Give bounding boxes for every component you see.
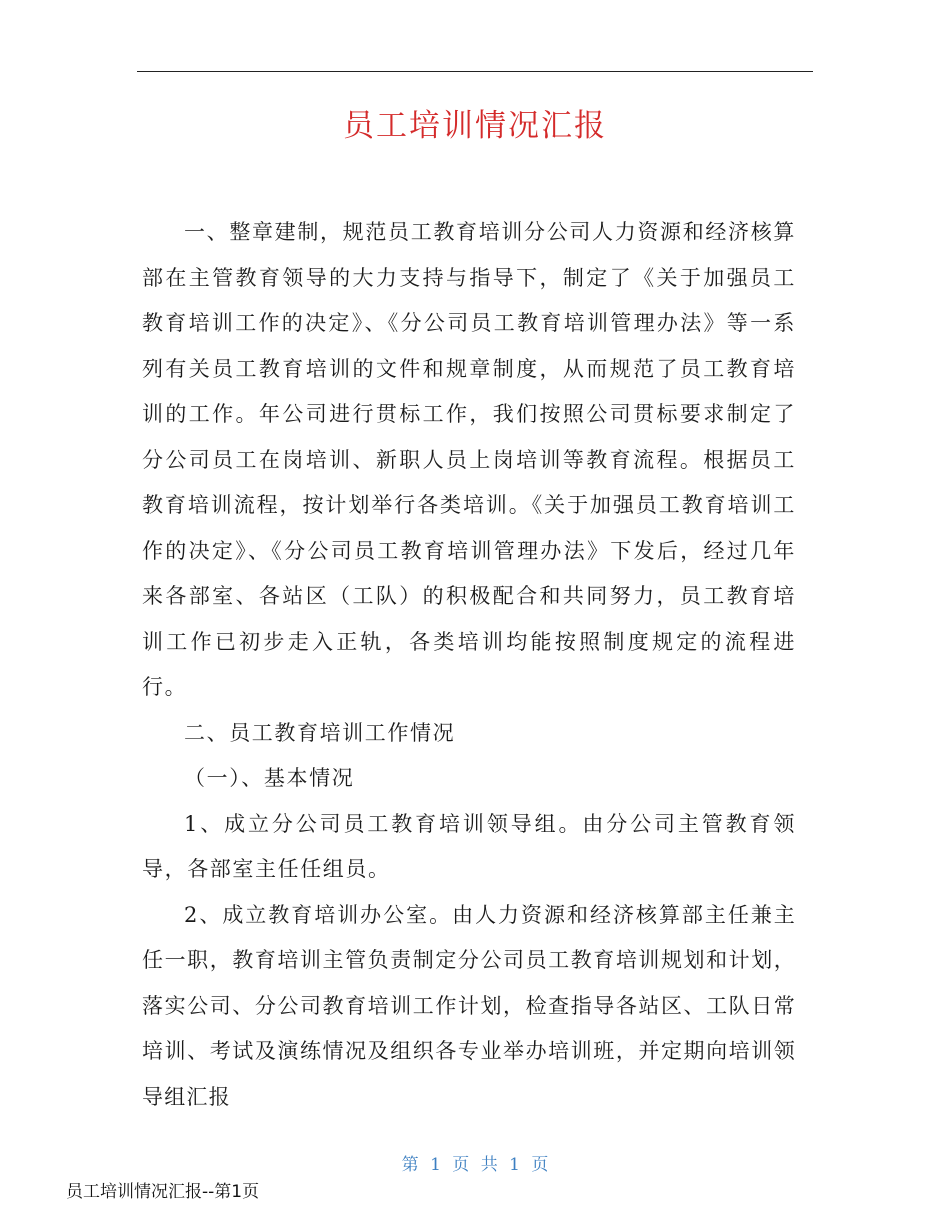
paragraph-4: 1、成立分公司员工教育培训领导组。由分公司主管教育领导，各部室主任任组员。 — [142, 811, 796, 881]
paragraph-1: 一、整章建制，规范员工教育培训分公司人力资源和经济核算部在主管教育领导的大力支持与指导下，制定了《关于加强员工教育培训工作的决定》、《分公司员工教育培训管理办法》等一系列有关员工教育培训的文件和规章制度，从而规范了员工教育培训的工作。年公司进行贯标工作，我们按照公司贯标要求制定了分公司员工在岗培训、新职人员上岗培训等教育流程。根据员工教育培训流程，按计划举行各类培训。《关于加强员工教育培训工作的决定》、《分公司员工教育培训管理办法》下发后，经过几年来各部室、各站区（工队）的积极配合和共同努力，员工教育培训工作已初步走入正轨，各类培训均能按照制度规定的流程进行。 — [142, 220, 796, 699]
footer-document-label: 员工培训情况汇报--第1页 — [66, 1182, 260, 1202]
paragraph-2-heading: 二、员工教育培训工作情况 — [184, 720, 456, 745]
document-body — [142, 210, 796, 1120]
header-rule — [137, 71, 813, 72]
page-indicator: 第 1 页 共 1 页 — [401, 1155, 549, 1175]
document-title: 员工培训情况汇报 — [343, 108, 607, 144]
paragraph-3-subheading: （一）、基本情况 — [184, 766, 355, 790]
paragraph-5: 2、成立教育培训办公室。由人力资源和经济核算部主任兼主任一职，教育培训主管负责制定分公司员工教育培训规划和计划，落实公司、分公司教育培训工作计划，检查指导各站区、工队日常培训、考试及演练情况及组织各专业举办培训班，并定期向培训领导组汇报 — [142, 902, 796, 1109]
